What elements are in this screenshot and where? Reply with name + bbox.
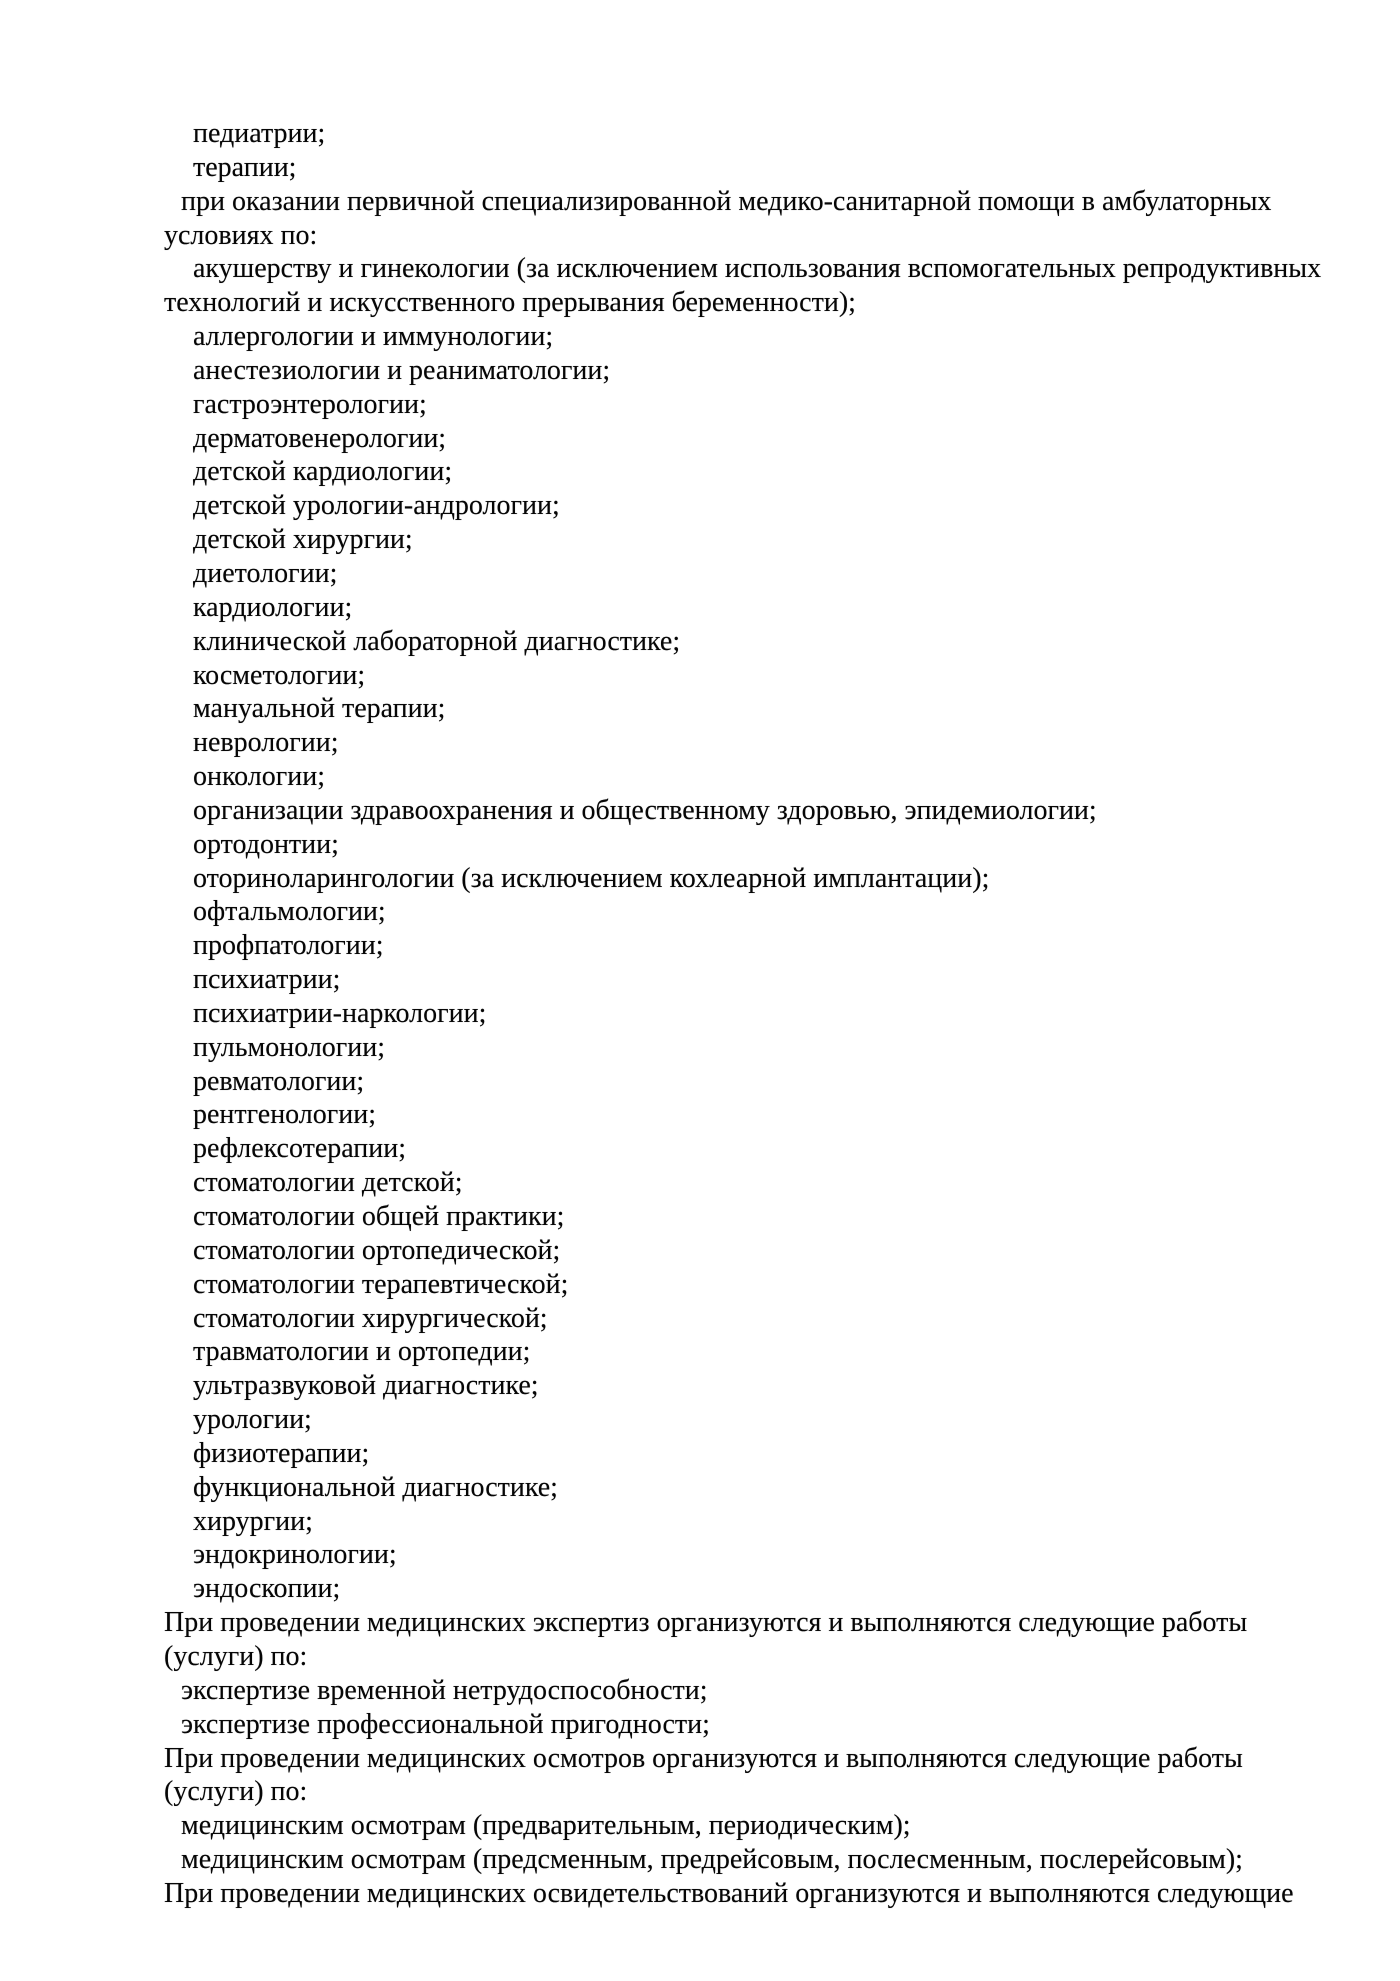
document-line: онкологии; [193, 761, 326, 793]
document-line: условиях по: [164, 219, 318, 251]
document-line: медицинским осмотрам (предсменным, предрейсовым, послесменным, послерейсовым); [181, 1844, 1243, 1876]
document-line: рентгенологии; [193, 1099, 377, 1131]
document-line: детской урологии-андрологии; [193, 490, 560, 522]
document-line: пульмонологии; [193, 1031, 386, 1063]
document-line: профпатологии; [193, 930, 384, 962]
document-line: терапии; [193, 151, 297, 183]
document-line: косметологии; [193, 659, 366, 691]
document-line: анестезиологии и реаниматологии; [193, 354, 611, 386]
document-line: стоматологии общей практики; [193, 1201, 565, 1232]
document-line: стоматологии терапевтической; [193, 1268, 569, 1300]
document-line: физиотерапии; [193, 1437, 370, 1469]
document-line: эндоскопии; [193, 1573, 341, 1605]
document-line: оториноларингологии (за исключением кохлеарной имплантации); [193, 862, 990, 894]
document-line: психиатрии-наркологии; [193, 997, 487, 1029]
document-line: При проведении медицинских освидетельствований организуются и выполняются следующие [164, 1877, 1294, 1909]
document-line: педиатрии; [193, 118, 326, 149]
document-line: При проведении медицинских осмотров организуются и выполняются следующие работы [164, 1742, 1243, 1774]
document-line: при оказании первичной специализированной медико-санитарной помощи в амбулаторных [181, 185, 1272, 217]
document-line: технологий и искусственного прерывания беременности); [164, 287, 856, 319]
document-line: детской хирургии; [193, 524, 413, 556]
document-line: ревматологии; [193, 1065, 365, 1097]
document-line: хирургии; [193, 1505, 313, 1537]
document-line: стоматологии хирургической; [193, 1302, 548, 1334]
document-line: дерматовенерологии; [193, 422, 447, 454]
document-line: психиатрии; [193, 964, 341, 996]
document-line: акушерству и гинекологии (за исключением использования вспомогательных репродуктивных [193, 253, 1322, 285]
document-line: (услуги) по: [164, 1640, 308, 1672]
document-line: мануальной терапии; [193, 693, 446, 725]
document-line: При проведении медицинских экспертиз организуются и выполняются следующие работы [164, 1607, 1248, 1639]
document-line: организации здравоохранения и общественному здоровью, эпидемиологии; [193, 794, 1097, 826]
document-line: стоматологии ортопедической; [193, 1234, 561, 1266]
document-line: рефлексотерапии; [193, 1133, 407, 1165]
document-line: экспертизе временной нетрудоспособности; [181, 1674, 708, 1706]
document-line: кардиологии; [193, 591, 353, 623]
document-line: гастроэнтерологии; [193, 388, 427, 420]
document-line: медицинским осмотрам (предварительным, периодическим); [181, 1810, 911, 1842]
document-line: детской кардиологии; [193, 456, 453, 488]
document-line: функциональной диагностике; [193, 1471, 558, 1503]
document-line: экспертизе профессиональной пригодности; [181, 1708, 710, 1740]
document-line: урологии; [193, 1404, 312, 1436]
document-line: клинической лабораторной диагностике; [193, 625, 681, 657]
document-line: стоматологии детской; [193, 1167, 463, 1199]
document-line: (услуги) по: [164, 1776, 308, 1808]
document-line: аллергологии и иммунологии; [193, 321, 554, 353]
document-line: травматологии и ортопедии; [193, 1336, 531, 1368]
document-line: эндокринологии; [193, 1539, 397, 1571]
document-text-block [164, 117, 1400, 1911]
document-line: офтальмологии; [193, 896, 386, 928]
document-line: неврологии; [193, 727, 339, 759]
document-line: ультразвуковой диагностике; [193, 1370, 539, 1402]
document-line: ортодонтии; [193, 828, 339, 860]
document-line: диетологии; [193, 557, 338, 589]
